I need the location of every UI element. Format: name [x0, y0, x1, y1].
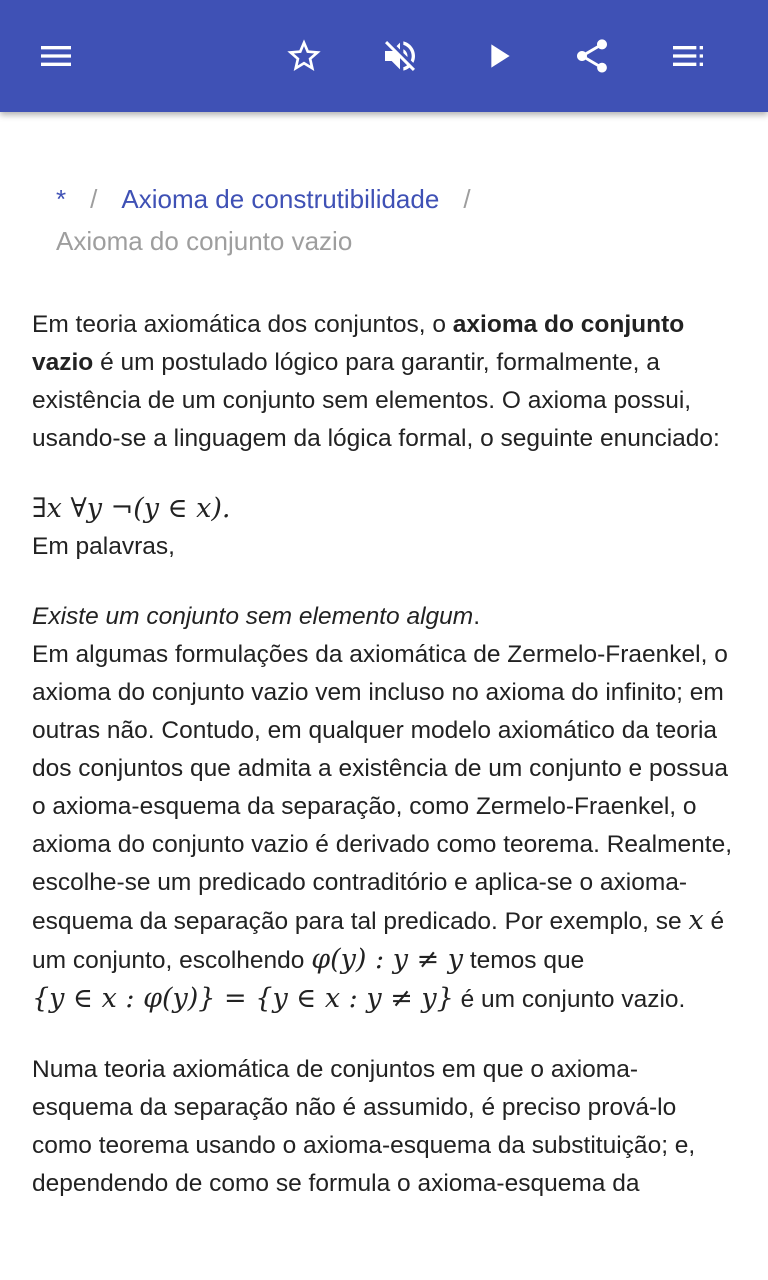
quote-text: Existe um conjunto sem elemento algum	[32, 603, 474, 630]
share-icon	[572, 36, 612, 76]
intro-bold-term: axioma do conjunto vazio	[32, 311, 685, 376]
breadcrumb-separator: /	[463, 184, 471, 214]
play-icon	[478, 36, 518, 76]
breadcrumb-parent-link[interactable]: Axioma de construtibilidade	[121, 184, 440, 214]
star-outline-icon	[284, 36, 324, 76]
in-words-text: Em palavras,	[32, 533, 175, 560]
app-toolbar	[0, 0, 768, 112]
breadcrumb-current: Axioma do conjunto vazio	[56, 226, 353, 256]
separation-paragraph: Numa teoria axiomática de conjuntos em que o axioma-esquema da separação não é assumido, é preciso prová-lo como teorema usando o axioma-esquema da substituição; e, dependendo de como se formula o axioma-esquema da	[32, 1056, 696, 1197]
math-variable-x: x	[688, 905, 704, 936]
formulations-text: Em algumas formulações da axiomática de Zermelo-Fraenkel, o axioma do conjunto vazio vem incluso no axioma do infinito; em outras não. Contudo, em qualquer modelo axiomático da teoria dos conjuntos que admita a existência de um conjunto e possua o axioma-esquema da separação, como Zermelo-Fraenkel, o axioma do conjunto vazio é derivado como teorema. Realmente, escolhe-se um predicado contraditório e aplica-se o axioma-esquema da separação para tal predicado. Por exemplo, se	[32, 641, 732, 935]
breadcrumb-separator: /	[90, 184, 98, 214]
volume-off-icon	[380, 36, 420, 76]
menu-button[interactable]	[28, 28, 84, 84]
favorite-button[interactable]	[276, 28, 332, 84]
breadcrumb-root-link[interactable]: *	[56, 184, 67, 214]
article-content	[32, 112, 736, 1203]
quote-paragraph	[32, 598, 736, 636]
mute-button[interactable]	[372, 28, 428, 84]
formulations-paragraph	[32, 636, 736, 1019]
quote-period: .	[473, 603, 481, 630]
formulations-text-4: é um conjunto vazio.	[453, 986, 686, 1013]
share-button[interactable]	[564, 28, 620, 84]
breadcrumb	[56, 178, 736, 262]
playlist-icon	[668, 36, 708, 76]
menu-icon	[36, 36, 76, 76]
math-predicate: φ(y) : y ≠ y	[311, 944, 464, 975]
formulations-text-3: temos que	[463, 947, 585, 974]
intro-text: Em teoria axiomática dos conjuntos, o	[32, 311, 453, 338]
play-button[interactable]	[470, 28, 526, 84]
axiom-formula: ∃x ∀y ¬(y ∈ x).	[32, 493, 231, 524]
intro-text-continued: é um postulado lógico para garantir, formalmente, a existência de um conjunto sem elementos. O axioma possui, usando-se a linguagem da lógica formal, o seguinte enunciado:	[32, 349, 720, 452]
intro-paragraph	[32, 306, 736, 458]
math-set-equality: {y ∈ x : φ(y)} = {y ∈ x : y ≠ y}	[32, 983, 454, 1014]
formulations-text-2: é um conjunto, escolhendo	[32, 908, 725, 974]
contents-button[interactable]	[660, 28, 716, 84]
